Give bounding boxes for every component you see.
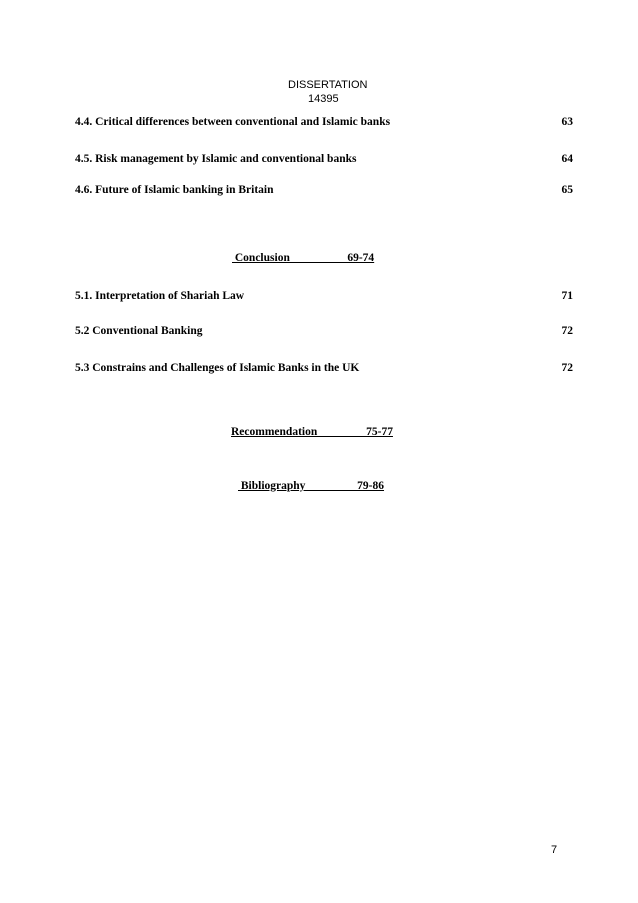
toc-entry-title: 4.5. Risk management by Islamic and conventional banks <box>75 153 357 165</box>
toc-entry-title: 5.2 Conventional Banking <box>75 325 203 337</box>
toc-entry-page: 64 <box>561 153 573 165</box>
toc-entry-page: 63 <box>561 116 573 128</box>
header-student-id: 14395 <box>308 93 339 105</box>
page-number: 7 <box>551 844 558 856</box>
toc-entry-page: 72 <box>561 362 573 374</box>
toc-entry-page: 65 <box>561 184 573 196</box>
toc-entry-title: 5.1. Interpretation of Shariah Law <box>75 290 245 302</box>
header-title: DISSERTATION <box>288 79 368 91</box>
section-heading-bibliography: Bibliography 79-86 <box>238 480 385 492</box>
section-heading-conclusion: Conclusion 69-74 <box>232 252 375 264</box>
toc-entry-page: 71 <box>561 290 573 302</box>
toc-entry-title: 4.6. Future of Islamic banking in Britain <box>75 184 274 196</box>
toc-entry-title: 4.4. Critical differences between conventional and Islamic banks <box>75 116 391 128</box>
toc-entry-title: 5.3 Constrains and Challenges of Islamic Banks in the UK <box>75 362 360 374</box>
toc-entry-page: 72 <box>561 325 573 337</box>
section-heading-recommendation: Recommendation 75-77 <box>231 426 393 438</box>
